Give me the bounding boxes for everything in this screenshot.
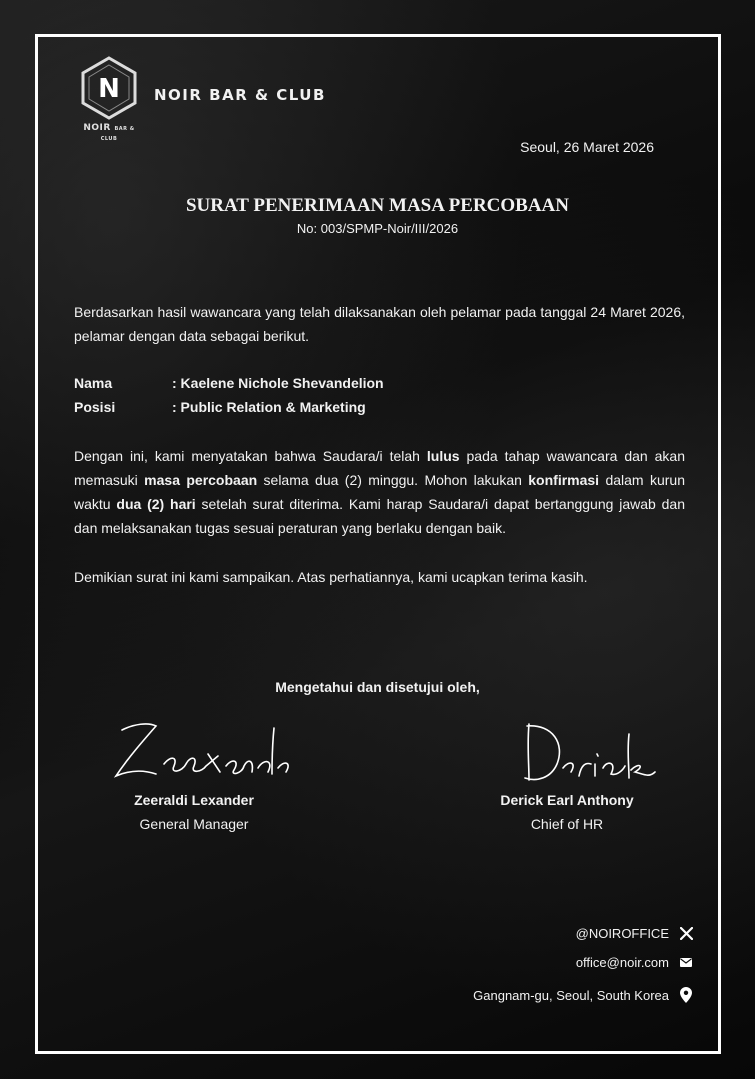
field-label: Nama [74, 375, 113, 391]
letter-date: Seoul, 26 Maret 2026 [520, 139, 654, 155]
logo-sub-text: NOIR [83, 123, 111, 133]
signatory-left [84, 710, 304, 832]
letter-number: No: 003/SPMP-Noir/III/2026 [296, 221, 459, 236]
logo-sub-small: BAR & CLUB [100, 126, 135, 142]
body-bold: konfirmasi [528, 472, 600, 488]
signatory-right [457, 710, 677, 832]
logo-hexagon-icon [76, 55, 142, 121]
letter-title: SURAT PENERIMAAN MASA PERCOBAAN [185, 195, 569, 216]
field-nama [74, 375, 384, 391]
body-text: setelah surat diterima. Kami harap Saudara/i dapat bertanggung jawab dan dan melaksanakan tugas sesuai peraturan yang berlaku dengan baik. [74, 496, 685, 536]
body-paragraph [74, 444, 685, 540]
approval-heading: Mengetahui dan disetujui oleh, [275, 679, 480, 695]
mail-icon [679, 954, 693, 970]
brand-name: NOIR BAR & CLUB [154, 86, 326, 104]
signatory-name: Zeeraldi Lexander [134, 792, 254, 808]
logo-subtext [78, 123, 140, 143]
contact-text: office@noir.com [575, 954, 669, 970]
contact-email [576, 954, 693, 970]
signatory-role: General Manager [139, 816, 249, 832]
body-text: dalam kurun waktu [74, 472, 685, 512]
contact-address [473, 987, 693, 1003]
logo [76, 55, 142, 142]
contact-text: @NOIROFFICE [575, 925, 669, 941]
signature-zeexander [94, 710, 294, 788]
contact-social [576, 925, 693, 941]
x-icon [679, 925, 693, 941]
body-bold: lulus [426, 448, 460, 464]
body-text: pada tahap wawancara dan akan memasuki [74, 448, 685, 488]
body-text: selama dua (2) minggu. Mohon lakukan [257, 472, 529, 488]
body-bold: dua (2) hari [116, 496, 196, 512]
closing-paragraph: Demikian surat ini kami sampaikan. Atas perhatiannya, kami ucapkan terima kasih. [74, 569, 588, 585]
body-bold: masa percobaan [144, 472, 258, 488]
signatory-name: Derick Earl Anthony [500, 792, 634, 808]
signature-derick [467, 710, 667, 788]
intro-paragraph: Berdasarkan hasil wawancara yang telah dilaksanakan oleh pelamar pada tanggal 24 Maret 2026, pelamar dengan data sebagai berikut. [74, 304, 685, 344]
field-value: : Public Relation & Marketing [172, 399, 366, 415]
contact-text: Gangnam-gu, Seoul, South Korea [473, 987, 669, 1003]
field-value: : Kaelene Nichole Shevandelion [172, 375, 384, 391]
page-border [35, 34, 721, 1054]
location-pin-icon [679, 987, 693, 1003]
field-posisi [74, 399, 366, 415]
body-text: Dengan ini, kami menyatakan bahwa Saudara/i telah [74, 448, 427, 464]
field-label: Posisi [74, 399, 116, 415]
logo-mark-letter: N [98, 74, 120, 104]
signatory-role: Chief of HR [530, 816, 604, 832]
